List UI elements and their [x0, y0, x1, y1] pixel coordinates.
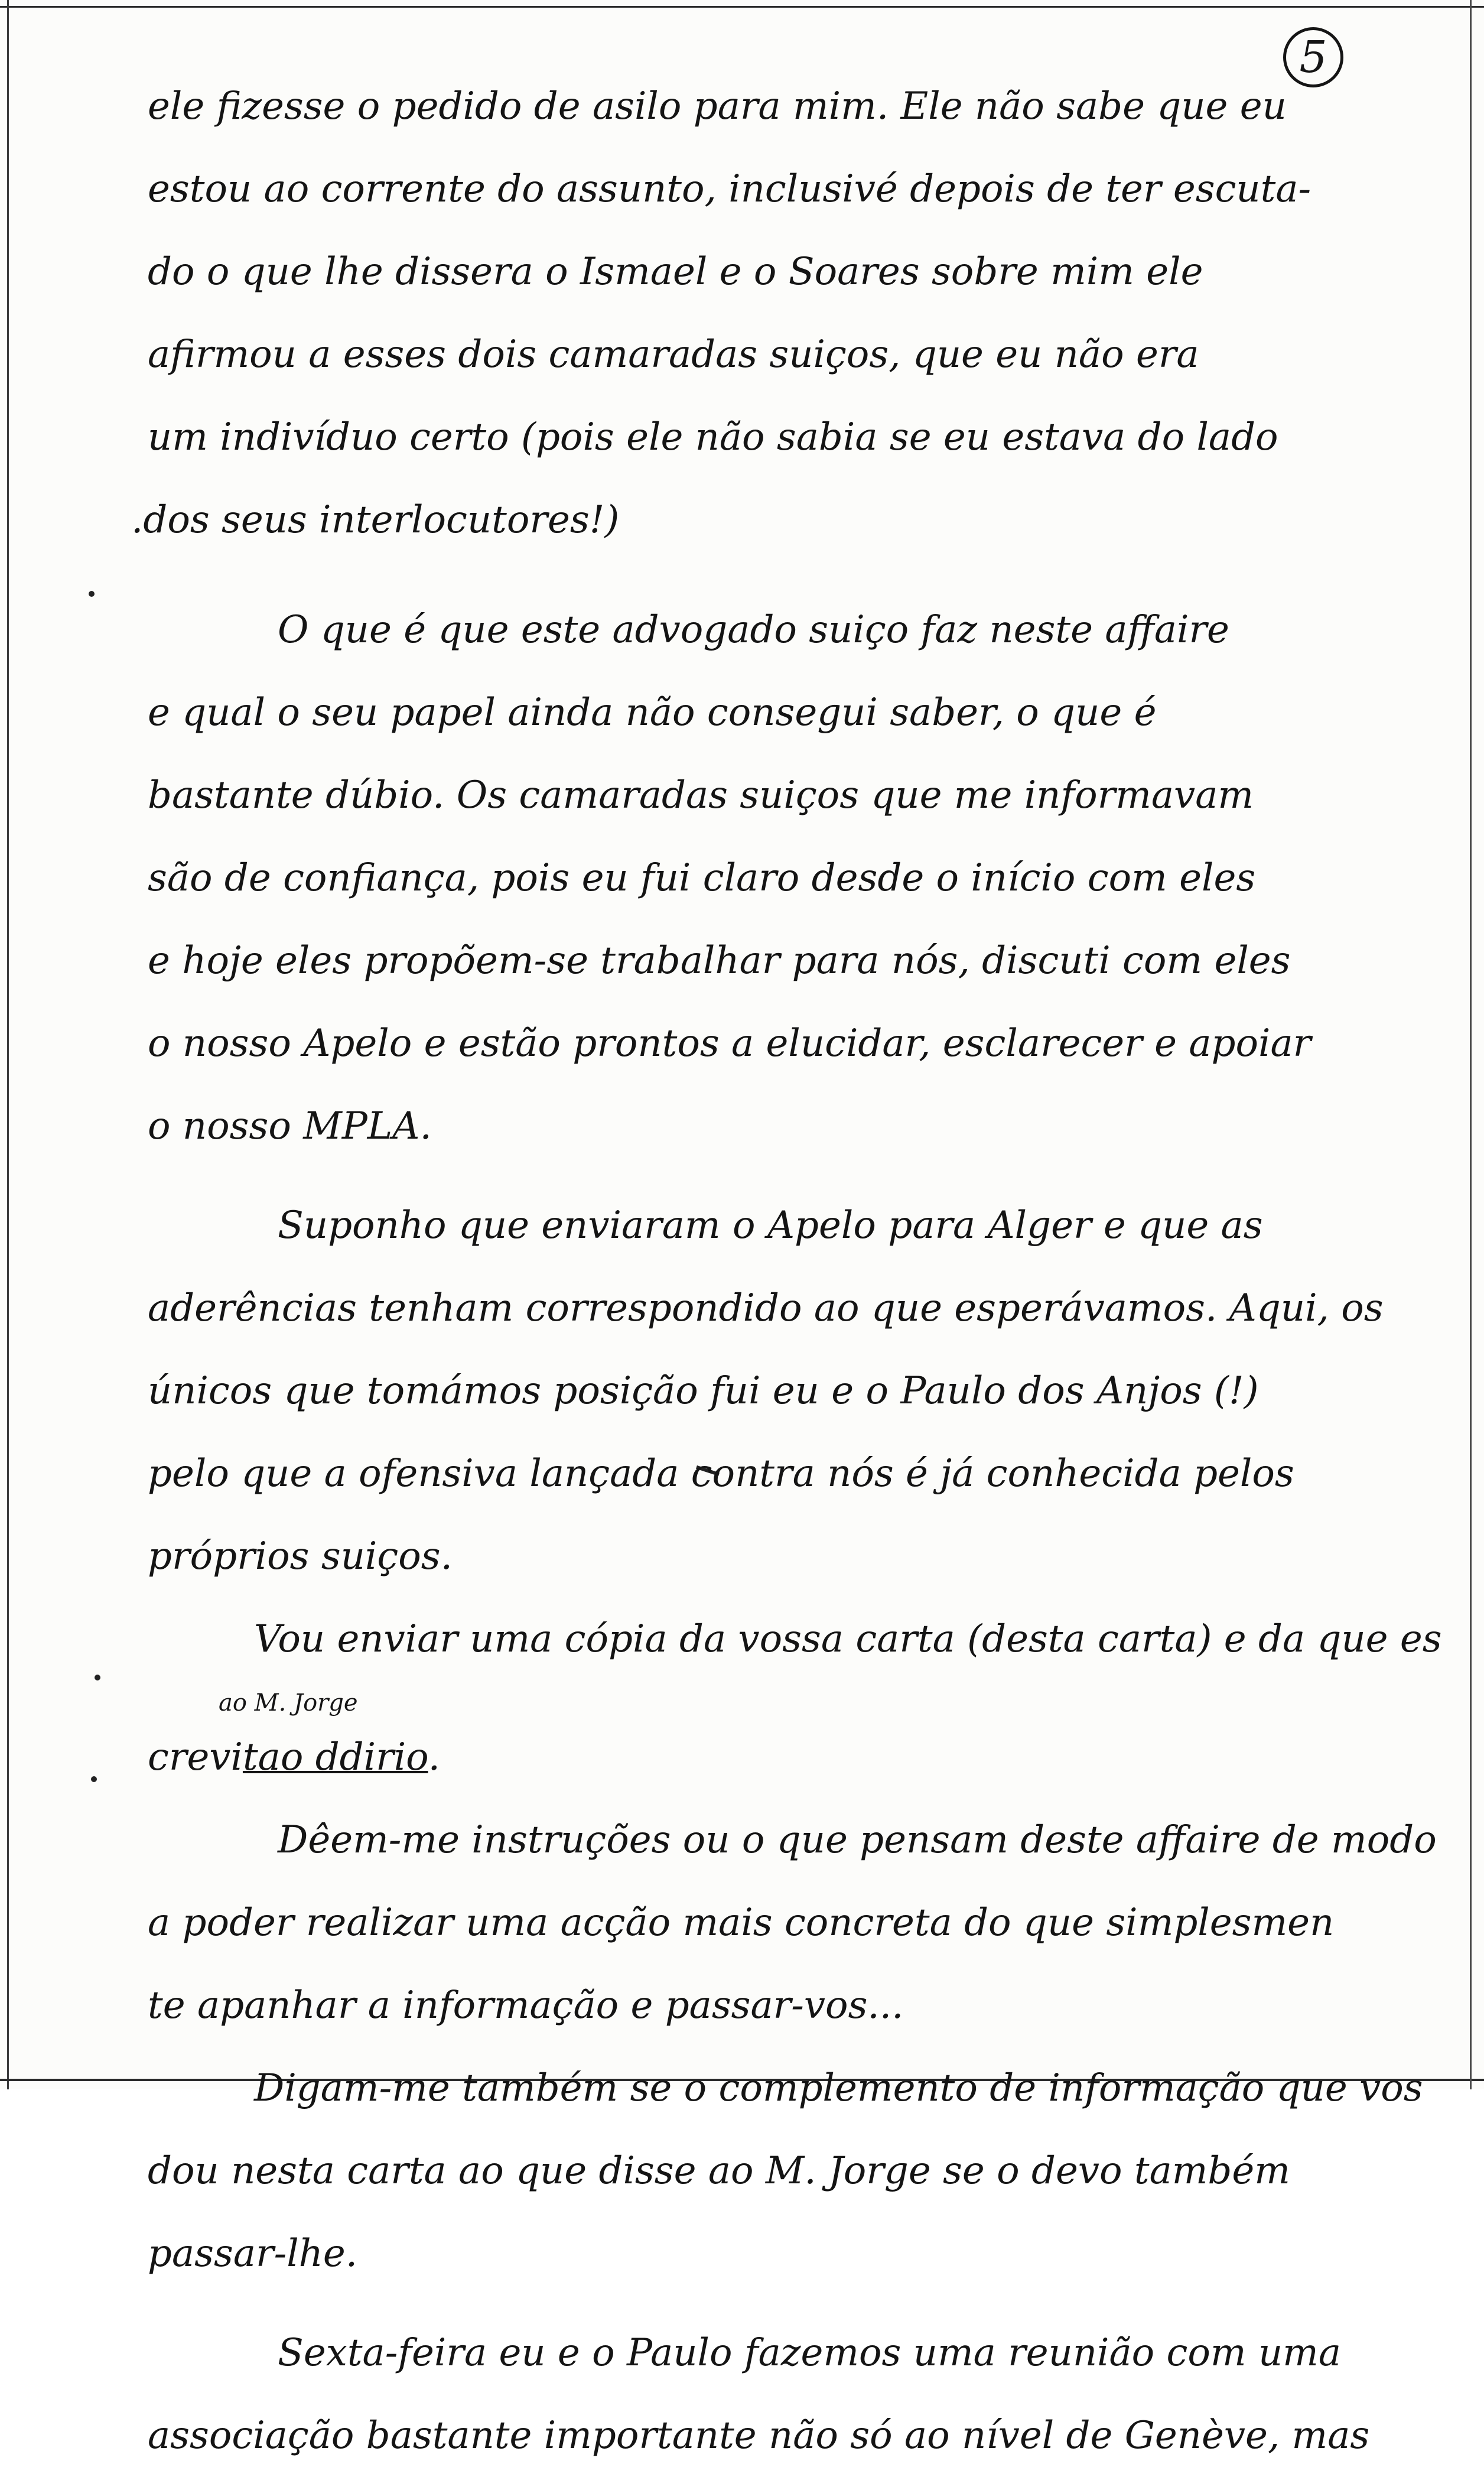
text-line: a poder realizar uma acção mais concreta do que simplesmen	[148, 1901, 1335, 1945]
text-line: associação bastante importante não só ao nível de Genève, mas	[148, 2414, 1370, 2458]
margin-dot	[89, 591, 95, 597]
text-line: o nosso Apelo e estão prontos a elucidar, esclarecer e apoiar	[148, 1022, 1311, 1065]
interlinear-insert-row	[148, 1680, 1453, 1716]
text-segment: crevi	[148, 1735, 243, 1779]
text-line: passar-lhe.	[148, 2232, 358, 2276]
scan-edge-left	[7, 0, 9, 2089]
text-line: únicos que tomámos posição fui eu e o Paulo dos Anjos (!)	[148, 1369, 1259, 1413]
text-line: do o que lhe dissera o Ismael e o Soares sobre mim ele	[148, 250, 1203, 294]
text-line: próprios suiços.	[148, 1535, 453, 1578]
scan-edge-top	[0, 6, 1484, 8]
text-line: e hoje eles propõem-se trabalhar para nós, discuti com eles	[148, 939, 1291, 983]
text-line: e qual o seu papel ainda não consegui saber, o que é	[148, 691, 1157, 734]
text-line: afirmou a esses dois camaradas suiços, que eu não era	[148, 333, 1199, 376]
text-line: aderências tenham correspondido ao que esperávamos. Aqui, os	[148, 1286, 1384, 1330]
text-line: O que é que este advogado suiço faz neste affaire	[278, 608, 1229, 652]
text-line: ele fizesse o pedido de asilo para mim. Ele não sabe que eu	[148, 84, 1287, 128]
text-line: Sexta-feira eu e o Paulo fazemos uma reunião com uma	[278, 2331, 1341, 2375]
interlinear-insert: ao M. Jorge	[219, 1689, 358, 1717]
text-line: dou nesta carta ao que disse ao M. Jorge se o devo também	[148, 2149, 1290, 2193]
text-line: te apanhar a informação e passar-vos...	[148, 1984, 904, 2027]
text-line: o nosso MPLA.	[148, 1104, 432, 1148]
margin-dot	[91, 1776, 97, 1782]
text-line: Dêem-me instruções ou o que pensam deste affaire de modo	[278, 1818, 1437, 1862]
letter-body	[131, 65, 1453, 2477]
margin-dot	[95, 1675, 100, 1680]
text-line: Digam-me também se o complemento de informação que vos	[254, 2066, 1423, 2110]
text-line: são de confiança, pois eu fui claro desde o início com eles	[148, 856, 1256, 900]
text-segment: .	[428, 1735, 440, 1779]
underlined-text: tao ddirio	[242, 1735, 428, 1779]
text-line	[148, 1716, 1453, 1799]
page-number: 5	[1283, 27, 1343, 87]
paragraph-gap	[148, 2295, 1453, 2312]
text-line: um indivíduo certo (pois ele não sabia se eu estava do lado	[148, 415, 1278, 459]
text-line: Vou enviar uma cópia da vossa carta (desta carta) e da que es	[254, 1617, 1442, 1661]
text-line: bastante dúbio. Os camaradas suiços que me informavam	[148, 773, 1254, 817]
text-line: Suponho que enviaram o Apelo para Alger e que as	[278, 1204, 1263, 1247]
paragraph-gap	[148, 561, 1453, 589]
text-line: estou ao corrente do assunto, inclusivé depois de ter escuta-	[148, 167, 1311, 211]
text-line: pelo que a ofensiva lançada contra nós é já conhecida pelos	[148, 1452, 1294, 1496]
scan-edge-right	[1470, 0, 1472, 2089]
paragraph-gap	[148, 1168, 1453, 1184]
text-line: .dos seus interlocutores!)	[131, 498, 620, 542]
